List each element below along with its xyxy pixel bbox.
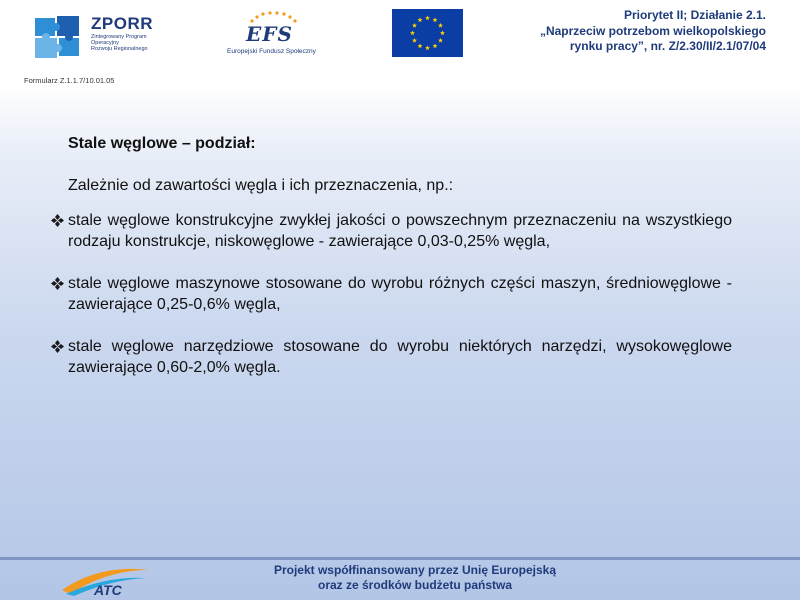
list-item-text: stale węglowe maszynowe stosowane do wyrobu różnych części maszyn, średniowęglowe - zawierające 0,25-0,6% węgla, — [68, 275, 732, 313]
eu-star-icon — [440, 30, 445, 35]
diamond-bullet-icon — [51, 277, 64, 290]
eu-star-icon — [438, 38, 443, 43]
footer-line-text: Projekt współfinansowany przez Unię Europejską — [273, 563, 557, 577]
eu-star-icon — [412, 38, 417, 43]
slide-content — [48, 133, 732, 399]
eu-star-icon — [410, 30, 415, 35]
efs-logo — [224, 10, 316, 60]
list-item — [48, 336, 732, 378]
atc-logo — [60, 560, 150, 598]
footer-line-text: oraz ze środków budżetu państwa — [317, 578, 513, 592]
eu-star-icon — [418, 43, 423, 48]
zporr-subtitle-line: Operacyjny — [91, 40, 119, 47]
intro-text: Zależnie od zawartości węgla i ich przeznaczenia, np.: — [68, 177, 454, 194]
zporr-subtitle — [91, 34, 161, 53]
header-line: „Naprzeciw potrzebom wielkopolskiego — [539, 23, 766, 38]
eu-stars-icon — [392, 9, 463, 57]
diamond-bullet-icon — [51, 214, 64, 227]
zporr-title: ZPORR — [91, 14, 153, 33]
slide-heading: Stale węglowe – podział: — [68, 135, 256, 152]
list-item-text: stale węglowe narzędziowe stosowane do wyrobu niektórych narzędzi, wysokowęglowe zawierające 0,60-2,0% węgla. — [68, 338, 732, 376]
efs-subtitle: Europejski Fundusz Społeczny — [227, 48, 316, 55]
zporr-subtitle-line: Zintegrowany Program — [91, 34, 147, 40]
zporr-subtitle-line: Rozwoju Regionalnego — [91, 46, 148, 53]
bullet-list — [48, 210, 732, 378]
efs-letters: EFS — [246, 22, 293, 46]
eu-star-icon — [438, 23, 443, 28]
eu-star-icon — [425, 15, 430, 20]
header-line: rynku pracy”, nr. Z/2.30/II/2.1/07/04 — [569, 39, 766, 53]
puzzle-logo-icon — [33, 12, 83, 60]
eu-flag-icon — [392, 9, 463, 57]
list-item-text: stale węglowe konstrukcyjne zwykłej jakości o powszechnym przeznaczeniu na wszystkiego rodzaju konstrukcje, niskowęglowe - zawierające 0,03-0,25% węgla, — [68, 212, 732, 250]
list-item — [48, 210, 732, 252]
eu-star-icon — [433, 17, 438, 22]
project-priority-header — [466, 8, 766, 55]
cofinancing-note — [200, 563, 630, 593]
atc-logo-text: ATC — [94, 582, 122, 598]
atc-logo-icon — [60, 560, 150, 598]
form-code: Formularz Z.1.1.7/10.01.05 — [24, 76, 115, 85]
eu-star-icon — [418, 17, 423, 22]
eu-star-icon — [433, 43, 438, 48]
zporr-logo — [33, 12, 163, 60]
list-item — [48, 273, 732, 315]
eu-star-icon — [425, 45, 430, 50]
header-line: Priorytet II; Działanie 2.1. — [623, 8, 766, 22]
diamond-bullet-icon — [51, 340, 64, 353]
eu-star-icon — [412, 23, 417, 28]
